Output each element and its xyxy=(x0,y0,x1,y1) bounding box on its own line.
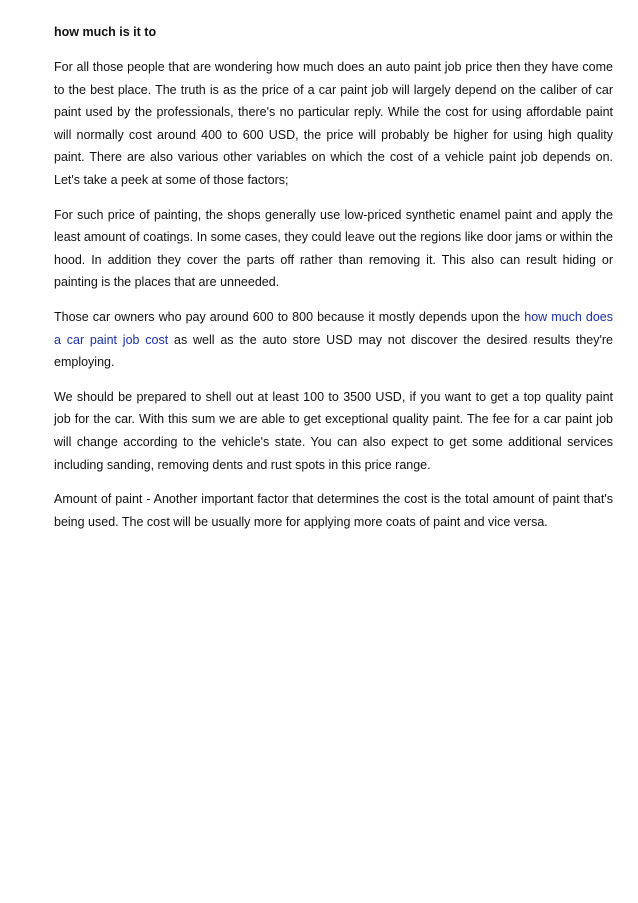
paragraph-intro: For all those people that are wondering how much does an auto paint job price then they have come to the best place. The truth is as the price of a car paint job will largely depend on the caliber of car paint used by the professionals, there's no particular reply. While the cost for using affordable paint will normally cost around 400 to 600 USD, the price will probably be higher for using high quality paint. There are also various other variables on which the cost of a vehicle paint job depends on. Let's take a peek at some of those factors; xyxy=(54,60,613,187)
paragraph-mid-price xyxy=(54,306,613,374)
document-page xyxy=(54,22,613,545)
cost-link[interactable]: how much does a car paint job cost xyxy=(54,309,613,347)
paragraph-mid-price-after: as well as the auto store USD may not discover the desired results they're employing. xyxy=(54,332,613,370)
paragraph-high-price: We should be prepared to shell out at least 100 to 3500 USD, if you want to get a top quality paint job for the car. With this sum we are able to get exceptional quality paint. The fee for a car paint job will change according to the vehicle's state. You can also expect to get some additional services including sanding, removing dents and rust spots in this price range. xyxy=(54,389,613,472)
paragraph-mid-price-before: Those car owners who pay around 600 to 800 because it mostly depends upon the xyxy=(54,309,525,324)
paragraph-amount-of-paint: Amount of paint - Another important factor that determines the cost is the total amount of paint that's being used. The cost will be usually more for applying more coats of paint and vice versa. xyxy=(54,492,613,529)
document-title: how much is it to xyxy=(54,25,157,39)
paragraph-low-price: For such price of painting, the shops generally use low-priced synthetic enamel paint and apply the least amount of coatings. In some cases, they could leave out the regions like door jams or within the hood. In addition they cover the parts off rather than removing it. This also can result hiding or painting is the places that are unneeded. xyxy=(54,207,613,290)
